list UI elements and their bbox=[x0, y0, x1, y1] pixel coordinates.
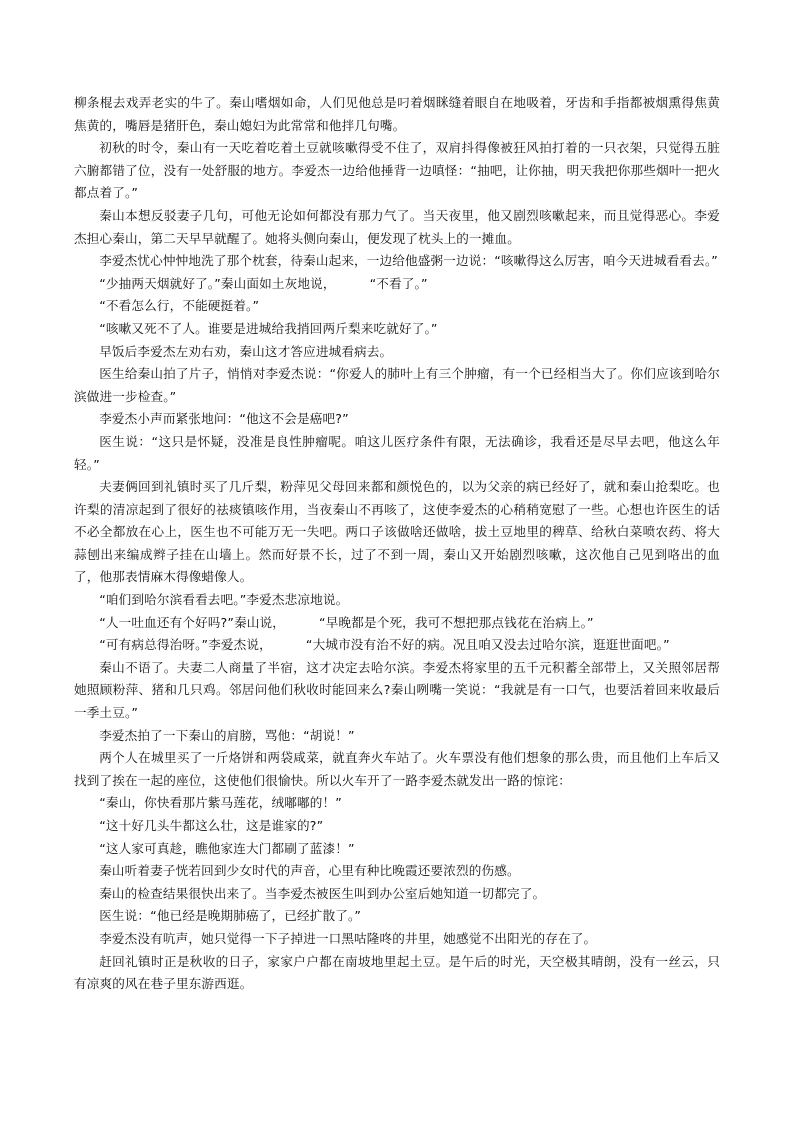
paragraph: 秦山听着妻子恍若回到少女时代的声音，心里有种比晚霞还要浓烈的伤感。 bbox=[99, 863, 520, 879]
story-text bbox=[74, 92, 720, 996]
paragraph: 李爱杰没有吭声，她只觉得一下子掉进一口黑咕隆咚的井里，她感觉不出阳光的存在了。 bbox=[99, 930, 597, 946]
dialogue-line: “这人家可真趁，瞧他家连大门都刷了蓝漆！” bbox=[99, 840, 355, 856]
paragraph: 秦山的检查结果很快出来了。当李爱杰被医生叫到办公室后她知道一切都完了。 bbox=[99, 885, 546, 901]
paragraph: 李爱杰拍了一下秦山的肩膀，骂他：“胡说！” bbox=[99, 727, 355, 743]
paragraph: 夫妻俩回到礼镇时买了几斤梨，粉萍见父母回来都和颜悦色的，以为父亲的病已经好了，就和秦山抢梨吃。也许梨的清凉起到了很好的祛痰镇咳作用，当夜秦山不再咳了，这使李爱杰的心稍稍宽慰了一些。心想也许医生的话不必全都放在心上，医生也不可能万无一失吧。两口子该做啥还做啥，拔土豆地里的稗草、给秋白菜喷农药、将大蒜刨出来编成辫子挂在山墙上。然而好景不长，过了不到一周，秦山又开始剧烈咳嗽，这次他自己见到咯出的血了，他那表情麻木得像蜡像人。 bbox=[74, 479, 720, 585]
dialogue-line: “可有病总得治呀。”李爱杰说， “大城市没有治不好的病。况且咱又没去过哈尔滨，逛逛世面吧。” bbox=[99, 637, 670, 653]
paragraph: 秦山本想反驳妻子几句，可他无论如何都没有那力气了。当天夜里，他又剧烈咳嗽起来，而且觉得恶心。李爱杰担心秦山，第二天早早就醒了。她将头侧向秦山，便发现了枕头上的一摊血。 bbox=[74, 207, 720, 246]
paragraph: 李爱杰小声而紧张地问：“他这不会是癌吧?” bbox=[99, 411, 349, 427]
dialogue-line: “咳嗽又死不了人。谁要是进城给我捎回两斤梨来吃就好了。” bbox=[99, 320, 438, 336]
paragraph: 柳条棍去戏弄老实的牛了。秦山嗜烟如命，人们见他总是叼着烟眯缝着眼自在地吸着，牙齿和手指都被烟熏得焦黄焦黄的，嘴唇是猪肝色，秦山媳妇为此常常和他拌几句嘴。 bbox=[74, 95, 720, 133]
paragraph: 医生给秦山拍了片子，悄悄对李爱杰说：“你爱人的肺叶上有三个肿瘤，有一个已经相当大了。你们应该到哈尔滨做进一步检查。” bbox=[74, 366, 720, 404]
dialogue-line: “少抽两天烟就好了。”秦山面如土灰地说， “不看了。” bbox=[99, 275, 428, 291]
paragraph: 早饭后李爱杰左劝右劝，秦山这才答应进城看病去。 bbox=[99, 343, 393, 359]
paragraph: 秦山不语了。夫妻二人商量了半宿，这才决定去哈尔滨。李爱杰将家里的五千元积蓄全部带上，又关照邻居帮她照顾粉萍、猪和几只鸡。邻居问他们秋收时能回来么?秦山咧嘴一笑说：“我就是有一口气，也要活着回来收最后一季土豆。” bbox=[74, 659, 720, 721]
dialogue-line: “人一吐血还有个好吗?”秦山说， “早晚都是个死，我可不想把那点钱花在治病上。” bbox=[99, 614, 594, 630]
paragraph: 医生说：“他已经是晚期肺癌了，已经扩散了。” bbox=[99, 908, 362, 924]
paragraph: 赶回礼镇时正是秋收的日子，家家户户都在南坡地里起土豆。是午后的时光，天空极其晴朗，没有一丝云，只有凉爽的风在巷子里东游西逛。 bbox=[74, 953, 720, 992]
paragraph: 李爱杰忧心忡忡地洗了那个枕套，待秦山起来，一边给他盛粥一边说：“咳嗽得这么厉害，咱今天进城看看去。” bbox=[99, 253, 718, 269]
dialogue-line: “咱们到哈尔滨看看去吧。”李爱杰悲凉地说。 bbox=[99, 592, 349, 608]
dialogue-line: “不看怎么行，不能硬挺着。” bbox=[99, 298, 260, 314]
dialogue-line: “这十好几头牛都这么壮，这是谁家的?” bbox=[99, 818, 324, 833]
paragraph: 初秋的时令，秦山有一天吃着吃着土豆就咳嗽得受不住了，双肩抖得像被狂风拍打着的一只衣架，只觉得五脏六腑都错了位，没有一处舒服的地方。李爱杰一边给他捶背一边嗔怪：“抽吧，让你抽，明天我把你那些烟叶一把火都点着了。” bbox=[74, 140, 720, 201]
paragraph: 两个人在城里买了一斤烙饼和两袋咸菜，就直奔火车站了。火车票没有他们想象的那么贵，而且他们上车后又找到了挨在一起的座位，这使他们很愉快。所以火车开了一路李爱杰就发出一路的惊诧： bbox=[74, 750, 720, 788]
paragraph: 医生说：“这只是怀疑，没准是良性肿瘤呢。咱这儿医疗条件有限，无法确诊，我看还是尽早去吧，他这么年轻。” bbox=[74, 433, 720, 472]
dialogue-line: “秦山，你快看那片紫马莲花，绒嘟嘟的！” bbox=[99, 795, 342, 811]
